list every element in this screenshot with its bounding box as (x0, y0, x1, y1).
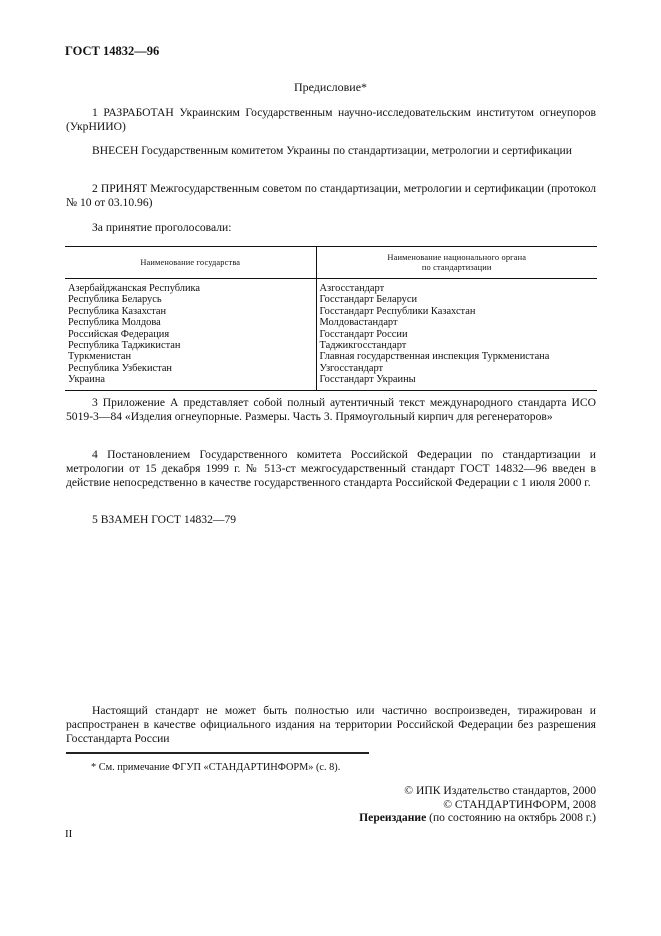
reprint-text: (по состоянию на октябрь 2008 г.) (426, 811, 596, 824)
preface-title: Предисловие* (293, 80, 368, 94)
document-header-id: ГОСТ 14832—96 (65, 44, 160, 58)
paragraph-replaces: 5 ВЗАМЕН ГОСТ 14832—79 (92, 513, 237, 526)
paragraph-introduced: ВНЕСЕН Государственным комитетом Украины по стандартизации, метрологии и сертификации (92, 144, 572, 157)
page-number: II (65, 828, 73, 840)
copyright-line-2: © СТАНДАРТИНФОРМ, 2008 (443, 798, 596, 811)
standards-body-name: Госстандарт Украины (319, 374, 416, 386)
state-name: Республика Беларусь (68, 294, 162, 306)
table-header-body-line1: Наименование национального органа (387, 252, 527, 262)
table-row (65, 279, 597, 391)
standards-body-name: Молдовастандарт (319, 317, 398, 329)
paragraph-decree: 4 Постановлением Государственного комитета Российской Федерации по стандартизации и метрологии от 15 декабря 1999 г. № 513-ст межгосударственный стандарт ГОСТ 14832—96 введен в действие непосредственно в качестве государственного стандарта Российской Федерации с 1 июля 2000 г. (66, 448, 596, 489)
state-name: Республика Молдова (68, 317, 161, 329)
body-column (316, 279, 597, 391)
state-name: Республика Узбекистан (68, 362, 172, 374)
footnote: * См. примечание ФГУП «СТАНДАРТИНФОРМ» (с. 8). (91, 762, 341, 773)
standards-body-name: Госстандарт Республики Казахстан (319, 305, 476, 317)
table-header-state: Наименование государства (65, 247, 316, 279)
footnote-divider (66, 752, 369, 754)
copyright-notice: Настоящий стандарт не может быть полностью или частично воспроизведен, тиражирован и распространен в качестве официального издания на территории Российской Федерации без разрешения Госстандарта России (66, 704, 596, 745)
state-name: Украина (68, 374, 106, 386)
copyright-line-1: © ИПК Издательство стандартов, 2000 (404, 784, 596, 797)
paragraph-voted: За принятие проголосовали: (92, 221, 232, 234)
table-header-body (316, 247, 597, 279)
table-header-row (65, 247, 597, 279)
reprint-label: Переиздание (359, 811, 427, 824)
standards-body-name: Госстандарт Беларуси (319, 294, 418, 306)
paragraph-developed: 1 РАЗРАБОТАН Украинским Государственным научно-исследовательским институтом огнеупоров (УкрНИИО) (66, 106, 596, 133)
standards-body-name: Госстандарт России (319, 328, 408, 340)
state-name: Республика Казахстан (68, 305, 167, 317)
paragraph-annex: 3 Приложение А представляет собой полный аутентичный текст международного стандарта ИСО 5019-3—84 «Изделия огнеупорные. Размеры. Часть 3. Прямоугольный кирпич для регенераторов» (66, 396, 596, 423)
state-name: Азербайджанская Республика (68, 283, 201, 294)
state-name: Туркменистан (68, 351, 132, 363)
standards-body-name: Азгосстандарт (319, 283, 385, 294)
state-name: Российская Федерация (68, 328, 170, 340)
voting-table (65, 246, 597, 391)
standards-body-name: Узгосстандарт (319, 362, 384, 374)
reprint-line (359, 811, 596, 825)
paragraph-adopted: 2 ПРИНЯТ Межгосударственным советом по стандартизации, метрологии и сертификации (протокол № 10 от 03.10.96) (66, 182, 596, 209)
standards-body-name: Главная государственная инспекция Туркменистана (319, 351, 550, 363)
state-name: Республика Таджикистан (68, 340, 181, 352)
state-column (65, 279, 316, 391)
standards-body-name: Таджикгосстандарт (319, 340, 407, 352)
table-header-body-line2: по стандартизации (421, 262, 492, 272)
